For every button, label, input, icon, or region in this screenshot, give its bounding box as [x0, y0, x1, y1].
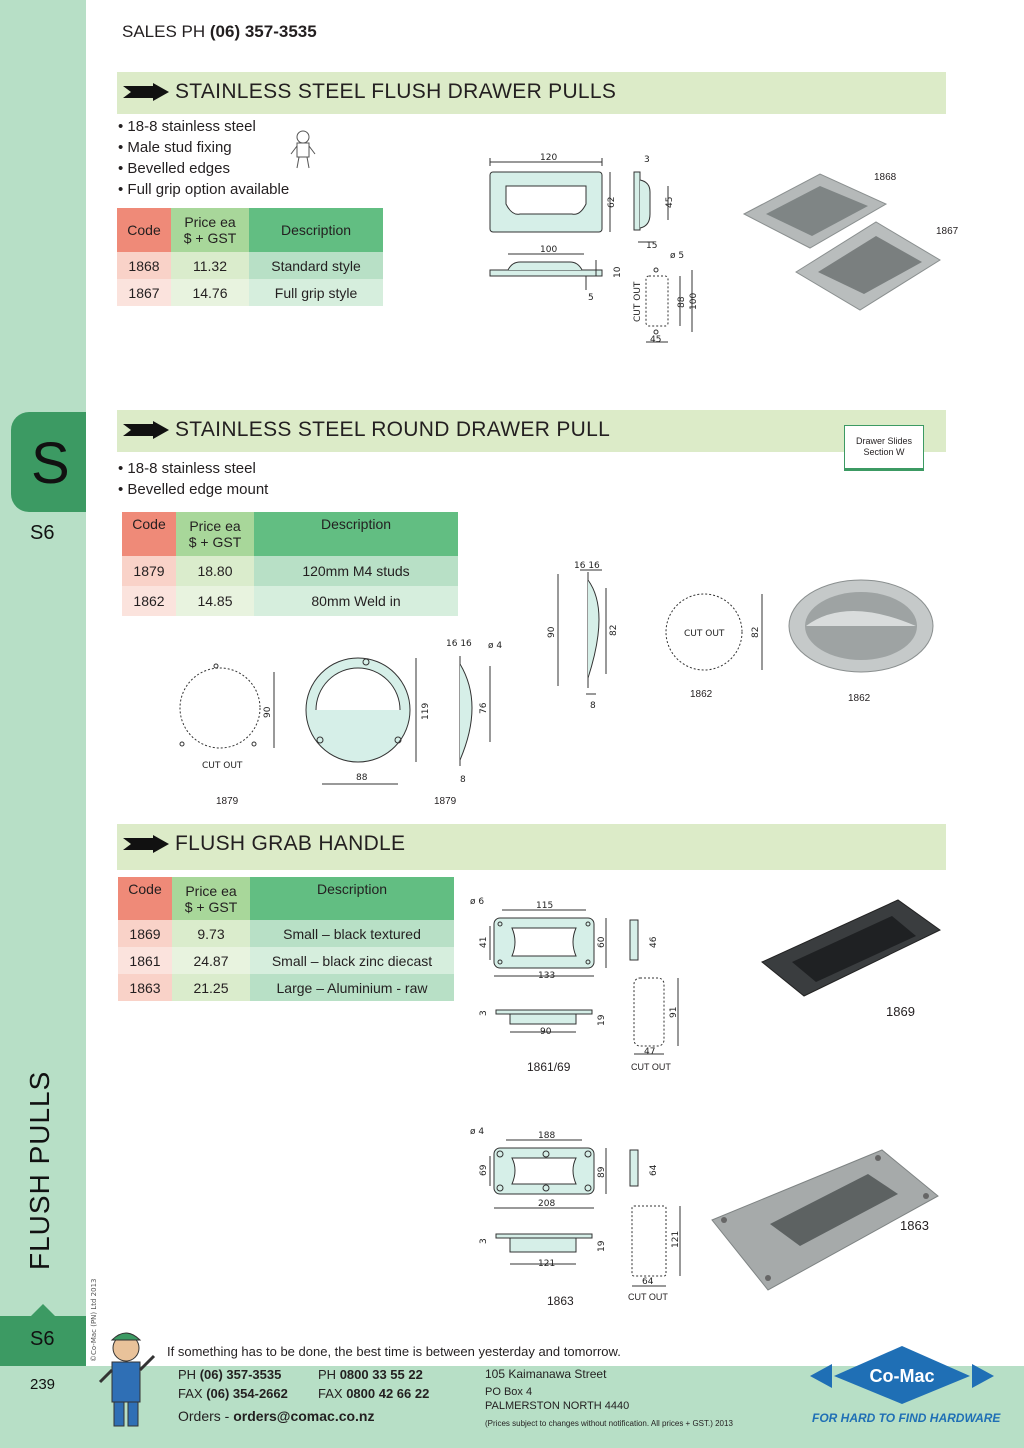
- cell-price: 24.87: [172, 947, 250, 974]
- svg-text:CUT OUT: CUT OUT: [684, 629, 725, 639]
- svg-text:3: 3: [479, 1238, 489, 1244]
- section2-photo-1862: [786, 576, 936, 676]
- svg-text:CUT OUT: CUT OUT: [633, 281, 643, 322]
- col-price: Price ea $ + GST: [171, 208, 249, 252]
- bottom-tab-arrow: [31, 1304, 55, 1316]
- col-price: Price ea $ + GST: [176, 512, 254, 556]
- col-code: Code: [122, 512, 176, 556]
- col-price: Price ea $ + GST: [172, 877, 250, 920]
- col-code: Code: [117, 208, 171, 252]
- col-description: Description: [250, 877, 454, 920]
- section3-header: [117, 824, 946, 870]
- svg-text:5: 5: [588, 293, 594, 303]
- large-handle-model: 1863: [547, 1294, 574, 1308]
- col-description: Description: [249, 208, 383, 252]
- cell-description: 120mm M4 studs: [254, 556, 458, 586]
- table-row: [117, 279, 383, 306]
- comac-logo: [810, 1344, 994, 1406]
- section2-header: [117, 410, 946, 452]
- page-code-top: S6: [30, 522, 55, 544]
- svg-text:19: 19: [597, 1240, 607, 1252]
- section2-1879-drawing: [170, 636, 510, 796]
- fax2-label: FAX: [318, 1386, 343, 1401]
- footer-fax: [178, 1386, 288, 1401]
- footer-orders: [178, 1408, 375, 1424]
- table-row: [117, 252, 383, 279]
- cell-description: Large – Aluminium - raw: [250, 974, 454, 1001]
- bullet-item: • Male stud fixing: [118, 139, 232, 156]
- section2-price-table: [122, 512, 458, 616]
- orders-email-link[interactable]: orders@comac.co.nz: [233, 1408, 375, 1424]
- svg-text:46: 46: [649, 936, 659, 948]
- photo-label-1869: 1869: [886, 1004, 915, 1019]
- drawing-label-1879: 1879: [216, 796, 239, 807]
- cell-code: 1868: [117, 252, 171, 279]
- svg-text:133: 133: [538, 971, 556, 981]
- svg-text:45: 45: [650, 335, 662, 345]
- price-disclaimer: (Prices subject to changes without notification. All prices + GST.) 2013: [485, 1419, 733, 1428]
- section2-title: STAINLESS STEEL ROUND DRAWER PULL: [175, 418, 611, 441]
- drawing-label-1879: 1879: [434, 796, 457, 807]
- fax-number: (06) 354-2662: [206, 1386, 288, 1401]
- svg-text:3: 3: [644, 155, 650, 165]
- svg-text:ø 4: ø 4: [470, 1127, 485, 1137]
- large-handle-drawing: [466, 1124, 692, 1304]
- svg-text:88: 88: [356, 773, 368, 783]
- sales-phone: (06) 357-3535: [209, 22, 317, 41]
- svg-text:91: 91: [669, 1006, 679, 1018]
- small-handle-model: 1861/69: [527, 1060, 571, 1074]
- svg-text:100: 100: [540, 245, 558, 255]
- footer-phone2: [318, 1367, 423, 1382]
- cell-code: 1867: [117, 279, 171, 306]
- sales-phone-header: [122, 22, 317, 42]
- svg-text:69: 69: [479, 1164, 489, 1176]
- svg-text:16 16: 16 16: [574, 561, 600, 571]
- page-number: 239: [30, 1376, 56, 1393]
- cell-price: 9.73: [172, 920, 250, 947]
- photo-1869: [758, 892, 948, 1010]
- svg-text:90: 90: [547, 626, 557, 638]
- svg-text:120: 120: [540, 153, 558, 163]
- svg-text:90: 90: [540, 1027, 552, 1037]
- svg-text:82: 82: [751, 626, 761, 638]
- svg-text:119: 119: [421, 702, 431, 720]
- svg-text:76: 76: [479, 702, 489, 714]
- col-code: Code: [118, 877, 172, 920]
- cell-price: 21.25: [172, 974, 250, 1001]
- cell-description: 80mm Weld in: [254, 586, 458, 616]
- svg-text:121: 121: [671, 1230, 681, 1248]
- svg-text:89: 89: [597, 1166, 607, 1178]
- svg-text:115: 115: [536, 901, 554, 911]
- ph-label: PH: [178, 1367, 197, 1382]
- copyright: ©Co-Mac (PN) Ltd 2013: [90, 1278, 98, 1362]
- drawer-slides-badge[interactable]: [844, 425, 924, 471]
- svg-text:ø 6: ø 6: [470, 897, 485, 907]
- mascot-icon: [92, 1326, 162, 1430]
- svg-text:CUT OUT: CUT OUT: [202, 761, 243, 771]
- photo-label-1863: 1863: [900, 1218, 929, 1233]
- svg-text:188: 188: [538, 1131, 556, 1141]
- svg-text:64: 64: [649, 1164, 659, 1176]
- cell-price: 11.32: [171, 252, 249, 279]
- mechanic-icon: [288, 128, 318, 170]
- col-description: Description: [254, 512, 458, 556]
- section-letter: S: [31, 431, 70, 496]
- svg-text:8: 8: [460, 775, 466, 785]
- table-row: [122, 586, 458, 616]
- tagline: FOR HARD TO FIND HARDWARE: [812, 1411, 1001, 1425]
- table-row: [118, 920, 454, 947]
- svg-text:ø 5: ø 5: [670, 251, 685, 261]
- bullet-item: • 18-8 stainless steel: [118, 118, 256, 135]
- cell-code: 1879: [122, 556, 176, 586]
- cell-description: Standard style: [249, 252, 383, 279]
- ph-number[interactable]: (06) 357-3535: [199, 1367, 282, 1382]
- svg-text:82: 82: [609, 624, 619, 636]
- cell-code: 1862: [122, 586, 176, 616]
- svg-text:Co-Mac: Co-Mac: [869, 1366, 935, 1386]
- page-code-bottom: S6: [30, 1328, 55, 1350]
- section1-price-table: [117, 208, 383, 306]
- footer-phone: [178, 1367, 281, 1382]
- arrow-icon: [123, 421, 169, 439]
- fax-label: FAX: [178, 1386, 203, 1401]
- address-line2: PO Box 4: [485, 1386, 533, 1398]
- svg-text:47: 47: [644, 1047, 656, 1057]
- table-row: [118, 974, 454, 1001]
- svg-text:90: 90: [263, 706, 273, 718]
- photo-label-1867: 1867: [936, 226, 959, 237]
- section2-1862-drawing: [540, 560, 780, 710]
- photo-label-1862: 1862: [848, 693, 871, 704]
- badge-line2: Section W: [863, 447, 905, 457]
- cell-price: 14.76: [171, 279, 249, 306]
- svg-text:3: 3: [479, 1010, 489, 1016]
- svg-text:45: 45: [665, 196, 675, 208]
- svg-text:8: 8: [590, 701, 596, 710]
- bullet-item: • Bevelled edges: [118, 160, 230, 177]
- bullet-item: • Bevelled edge mount: [118, 481, 269, 498]
- cell-price: 14.85: [176, 586, 254, 616]
- cell-code: 1869: [118, 920, 172, 947]
- cell-price: 18.80: [176, 556, 254, 586]
- address-line1: 105 Kaimanawa Street: [485, 1367, 607, 1381]
- svg-text:41: 41: [479, 936, 489, 948]
- table-row: [118, 947, 454, 974]
- svg-text:16 16: 16 16: [446, 639, 472, 649]
- photo-label-1868: 1868: [874, 172, 897, 183]
- section1-header: [117, 72, 946, 114]
- svg-text:208: 208: [538, 1199, 556, 1209]
- svg-text:100: 100: [689, 292, 699, 310]
- arrow-icon: [123, 83, 169, 101]
- cell-description: Small – black textured: [250, 920, 454, 947]
- sales-label: SALES PH: [122, 22, 206, 41]
- section2-bullets: [118, 458, 268, 500]
- cutout-label-1862: 1862: [690, 689, 713, 700]
- fax2-number: 0800 42 66 22: [346, 1386, 430, 1401]
- section3-price-table: [118, 877, 454, 1001]
- small-cutout-label: CUT OUT: [631, 1062, 671, 1072]
- vertical-section-title: FLUSH PULLS: [24, 1070, 55, 1270]
- section1-bullets: [118, 116, 289, 200]
- address-line3: PALMERSTON NORTH 4440: [485, 1400, 630, 1412]
- section1-title: STAINLESS STEEL FLUSH DRAWER PULLS: [175, 80, 617, 103]
- large-cutout-label: CUT OUT: [628, 1292, 668, 1302]
- ph2-number[interactable]: 0800 33 55 22: [339, 1367, 423, 1382]
- svg-text:60: 60: [597, 936, 607, 948]
- section1-product-photo: [740, 160, 945, 330]
- svg-text:64: 64: [642, 1277, 654, 1287]
- bullet-item: • 18-8 stainless steel: [118, 460, 256, 477]
- arrow-icon: [123, 835, 169, 853]
- svg-text:15: 15: [646, 241, 658, 251]
- section-tab: [11, 412, 86, 512]
- orders-label: Orders -: [178, 1408, 234, 1424]
- svg-text:62: 62: [607, 196, 617, 208]
- section1-technical-drawing: [484, 150, 716, 350]
- cell-code: 1861: [118, 947, 172, 974]
- svg-text:10: 10: [613, 266, 623, 278]
- cell-description: Small – black zinc diecast: [250, 947, 454, 974]
- small-handle-drawing: [466, 892, 692, 1064]
- bullet-item: • Full grip option available: [118, 181, 290, 198]
- footer-fax2: [318, 1386, 429, 1401]
- svg-text:ø 4: ø 4: [488, 641, 503, 651]
- table-row: [122, 556, 458, 586]
- badge-line1: Drawer Slides: [855, 436, 913, 446]
- cell-description: Full grip style: [249, 279, 383, 306]
- footer-quote: If something has to be done, the best time is between yesterday and tomorrow.: [167, 1344, 621, 1359]
- svg-text:19: 19: [597, 1014, 607, 1026]
- svg-text:121: 121: [538, 1259, 556, 1269]
- svg-text:88: 88: [677, 296, 687, 308]
- section3-title: FLUSH GRAB HANDLE: [175, 832, 406, 855]
- ph2-label: PH: [318, 1367, 337, 1382]
- cell-code: 1863: [118, 974, 172, 1001]
